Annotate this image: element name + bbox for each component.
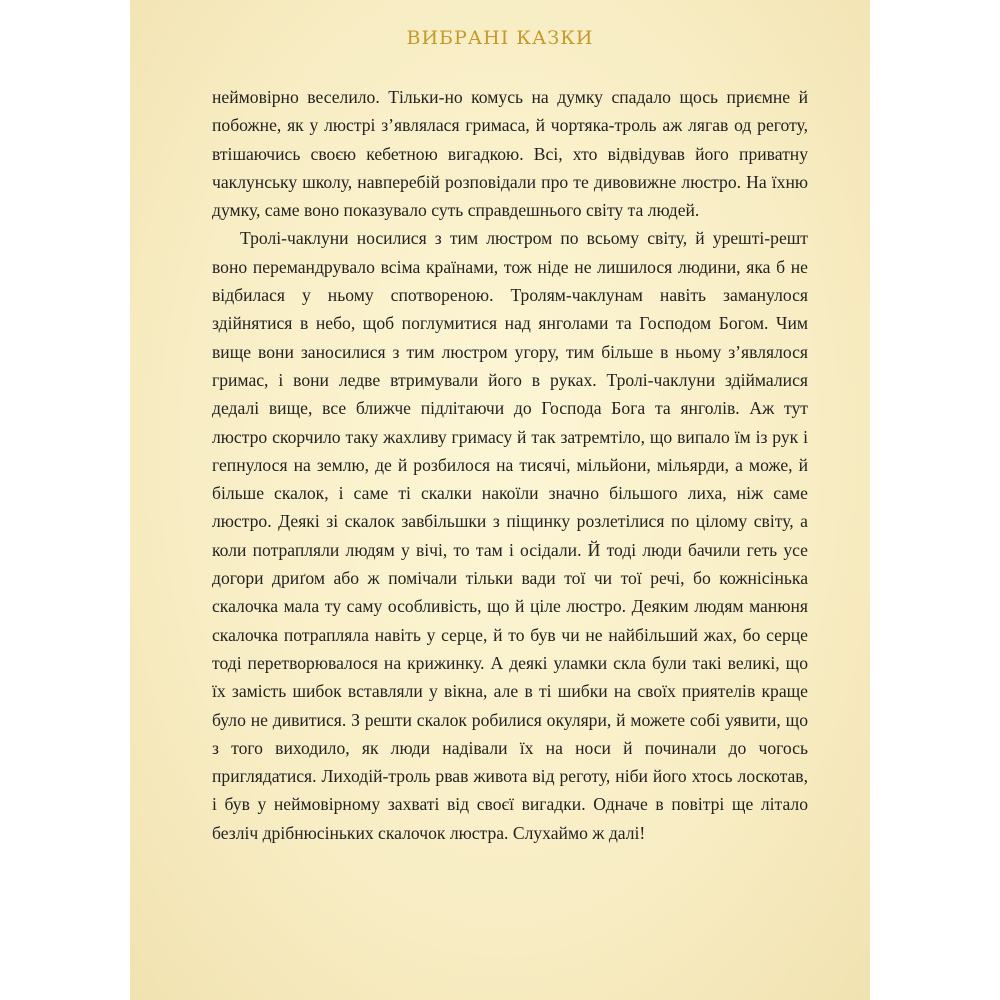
body-text xyxy=(212,83,808,847)
paragraph-1: неймовірно веселило. Тільки-но комусь на думку спадало щось приємне й побожне, як у люстрі з’являлася гримаса, й чортяка-троль аж лягав од реготу, втішаючись своєю кебетною вигадкою. Всі, хто відвідував його приватну чаклунську школу, навперебій розповідали про те дивовижне люстро. На їхню думку, саме воно показувало суть справдешнього світу та людей. xyxy=(212,87,808,221)
book-page xyxy=(130,0,870,1000)
paragraph-2: Тролі-чаклуни носилися з тим люстром по всьому світу, й урешті-решт воно перемандрувало всіма країнами, тож ніде не лишилося людини, яка б не відбилася у ньому спотвореною. Тролям-чаклунам навіть заманулося здійнятися в небо, щоб поглумитися над янголами та Господом Богом. Чим вище вони заносилися з тим люстром угору, тим більше в ньому з’являлося гримас, і вони ледве втримували його в руках. Тролі-чаклуни здіймалися дедалі вище, все ближче підлітаючи до Господа Бога та янголів. Аж тут люстро скорчило таку жахливу гримасу й так затремтіло, що випало їм із рук і гепнулося на землю, де й розбилося на тисячі, мільйони, мільярди, а може, й більше скалок, і саме ті скалки накоїли значно більшого лиха, ніж саме люстро. Деякі зі скалок завбільшки з піщинку розлетілися по цілому світу, а коли потрапляли людям у вічі, то там і осідали. Й тоді люди бачили геть усе догори дриґом або ж помічали тільки вади тої чи тої речі, бо кожнісінька скалочка мала ту саму особливість, що й ціле люстро. Деяким людям манюня скалочка потрапляла навіть у серце, й то був чи не найбільший жах, бо серце тоді перетворювалося на крижинку. А деякі уламки скла були такі великі, що їх замість шибок вставляли у вікна, але в ті шибки на своїх приятелів краще було не дивитися. З решти скалок робилися окуляри, й можете собі уявити, що з того виходило, як люди надівали їх на носи й починали до чогось приглядатися. Лиходій-троль рвав живота від реготу, ніби його хтось лоскотав, і був у неймовірному захваті від своєї вигадки. Одначе в повітрі ще літало безліч дрібнюсіньких скалочок люстра. Слухаймо ж далі! xyxy=(212,228,808,843)
running-header: ВИБРАНІ КАЗКИ xyxy=(406,27,594,49)
